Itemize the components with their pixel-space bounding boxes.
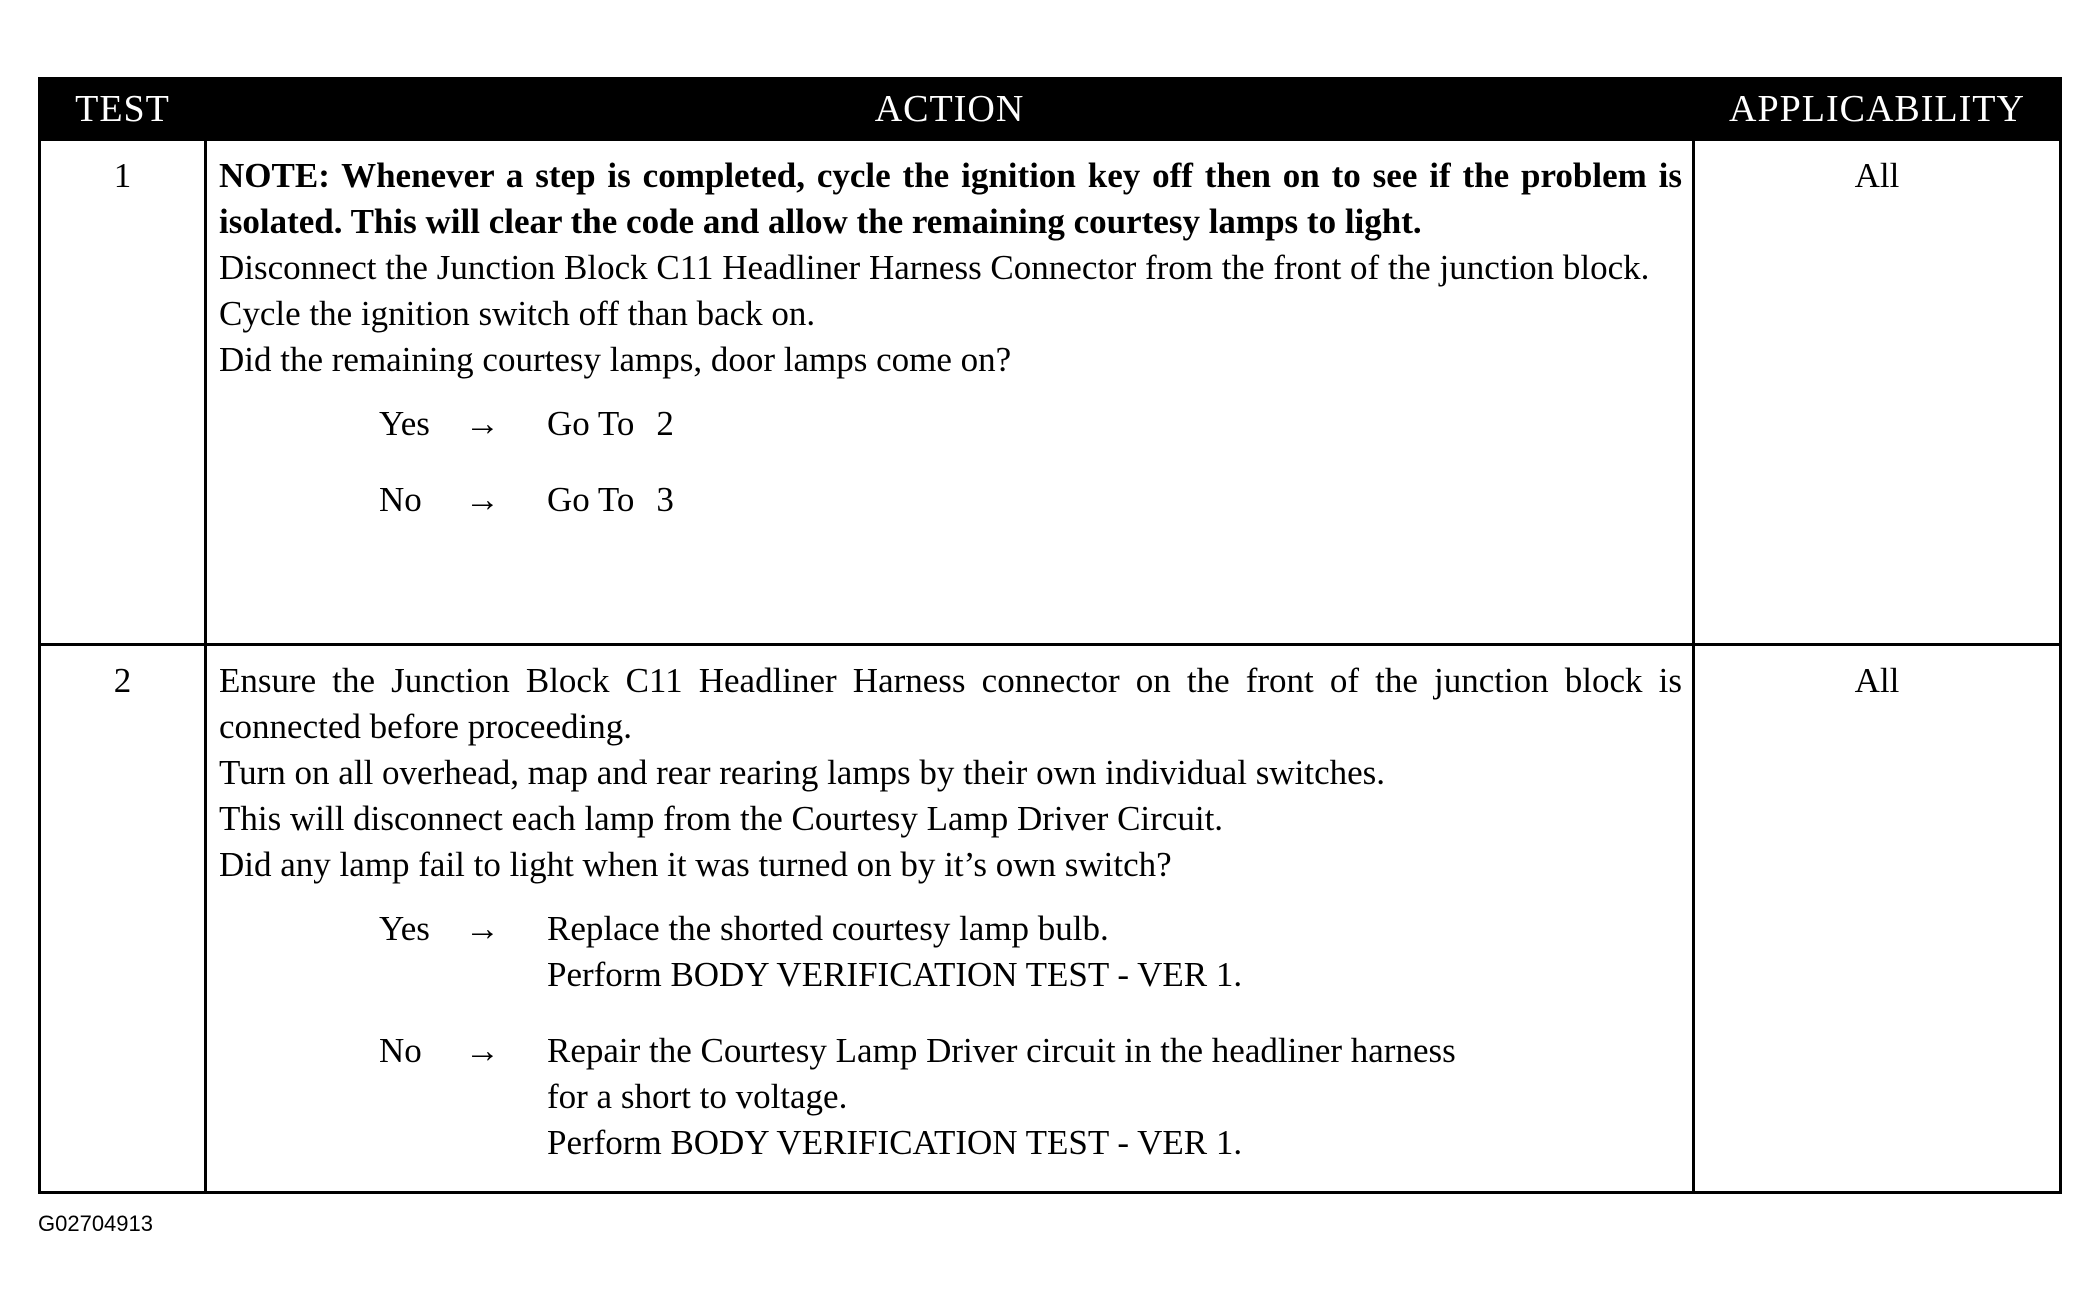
outcome-line: Replace the shorted courtesy lamp bulb. xyxy=(547,909,1109,948)
figure-id-caption: G02704913 xyxy=(38,1211,153,1236)
outcome-line: Perform BODY VERIFICATION TEST - VER 1. xyxy=(547,955,1243,994)
outcome-label: Yes xyxy=(379,909,430,948)
outcome-label: No xyxy=(379,480,422,519)
instruction-text: Did any lamp fail to light when it was turned on by it’s own switch? xyxy=(219,845,1172,884)
header-applicability: APPLICABILITY xyxy=(1694,79,2061,140)
outcome-line: for a short to voltage. xyxy=(547,1077,848,1116)
goto-step: 2 xyxy=(656,404,674,443)
outcome-goto xyxy=(547,401,1682,447)
table-row xyxy=(40,645,2061,1193)
applicability-cell: All xyxy=(1694,140,2061,645)
outcome-list xyxy=(219,906,1682,1166)
outcome-list xyxy=(219,401,1682,523)
right-arrow-icon: → xyxy=(465,1031,500,1070)
outcome-label: Yes xyxy=(379,404,430,443)
test-number: 2 xyxy=(40,645,206,1193)
header-action: ACTION xyxy=(206,79,1694,140)
table-row xyxy=(40,140,2061,645)
test-number: 1 xyxy=(40,140,206,645)
action-cell xyxy=(206,645,1694,1193)
outcome-line: Repair the Courtesy Lamp Driver circuit in the headliner harness xyxy=(547,1031,1456,1070)
instruction-text: Turn on all overhead, map and rear rearing lamps by their own individual switches. xyxy=(219,753,1386,792)
outcome-goto xyxy=(547,477,1682,523)
right-arrow-icon: → xyxy=(465,909,500,948)
applicability-cell: All xyxy=(1694,645,2061,1193)
instruction-text: Did the remaining courtesy lamps, door lamps come on? xyxy=(219,340,1012,379)
goto-label: Go To xyxy=(547,404,635,443)
diagnostic-test-table xyxy=(38,77,2062,1194)
right-arrow-icon: → xyxy=(465,404,500,443)
outcome-text xyxy=(547,1028,1682,1166)
action-cell xyxy=(206,140,1694,645)
header-test: TEST xyxy=(40,79,206,140)
outcome-text xyxy=(547,906,1682,998)
outcome-no xyxy=(379,1028,1682,1166)
outcome-line: Perform BODY VERIFICATION TEST - VER 1. xyxy=(547,1123,1243,1162)
goto-label: Go To xyxy=(547,480,635,519)
outcome-yes xyxy=(379,401,1682,447)
instruction-text: Ensure the Junction Block C11 Headliner Harness connector on the front of the junction block is connected before proceeding. xyxy=(219,661,1682,746)
table-header-row xyxy=(40,79,2061,140)
goto-step: 3 xyxy=(656,480,674,519)
outcome-yes xyxy=(379,906,1682,998)
instruction-text: This will disconnect each lamp from the Courtesy Lamp Driver Circuit. xyxy=(219,799,1224,838)
outcome-no xyxy=(379,477,1682,523)
right-arrow-icon: → xyxy=(465,480,500,519)
note-text: NOTE: Whenever a step is completed, cycle the ignition key off then on to see if the problem is isolated. This will clear the code and allow the remaining courtesy lamps to light. xyxy=(219,156,1682,241)
instruction-text: Disconnect the Junction Block C11 Headliner Harness Connector from the front of the junction block. xyxy=(219,248,1650,287)
outcome-label: No xyxy=(379,1031,422,1070)
instruction-text: Cycle the ignition switch off than back on. xyxy=(219,294,816,333)
